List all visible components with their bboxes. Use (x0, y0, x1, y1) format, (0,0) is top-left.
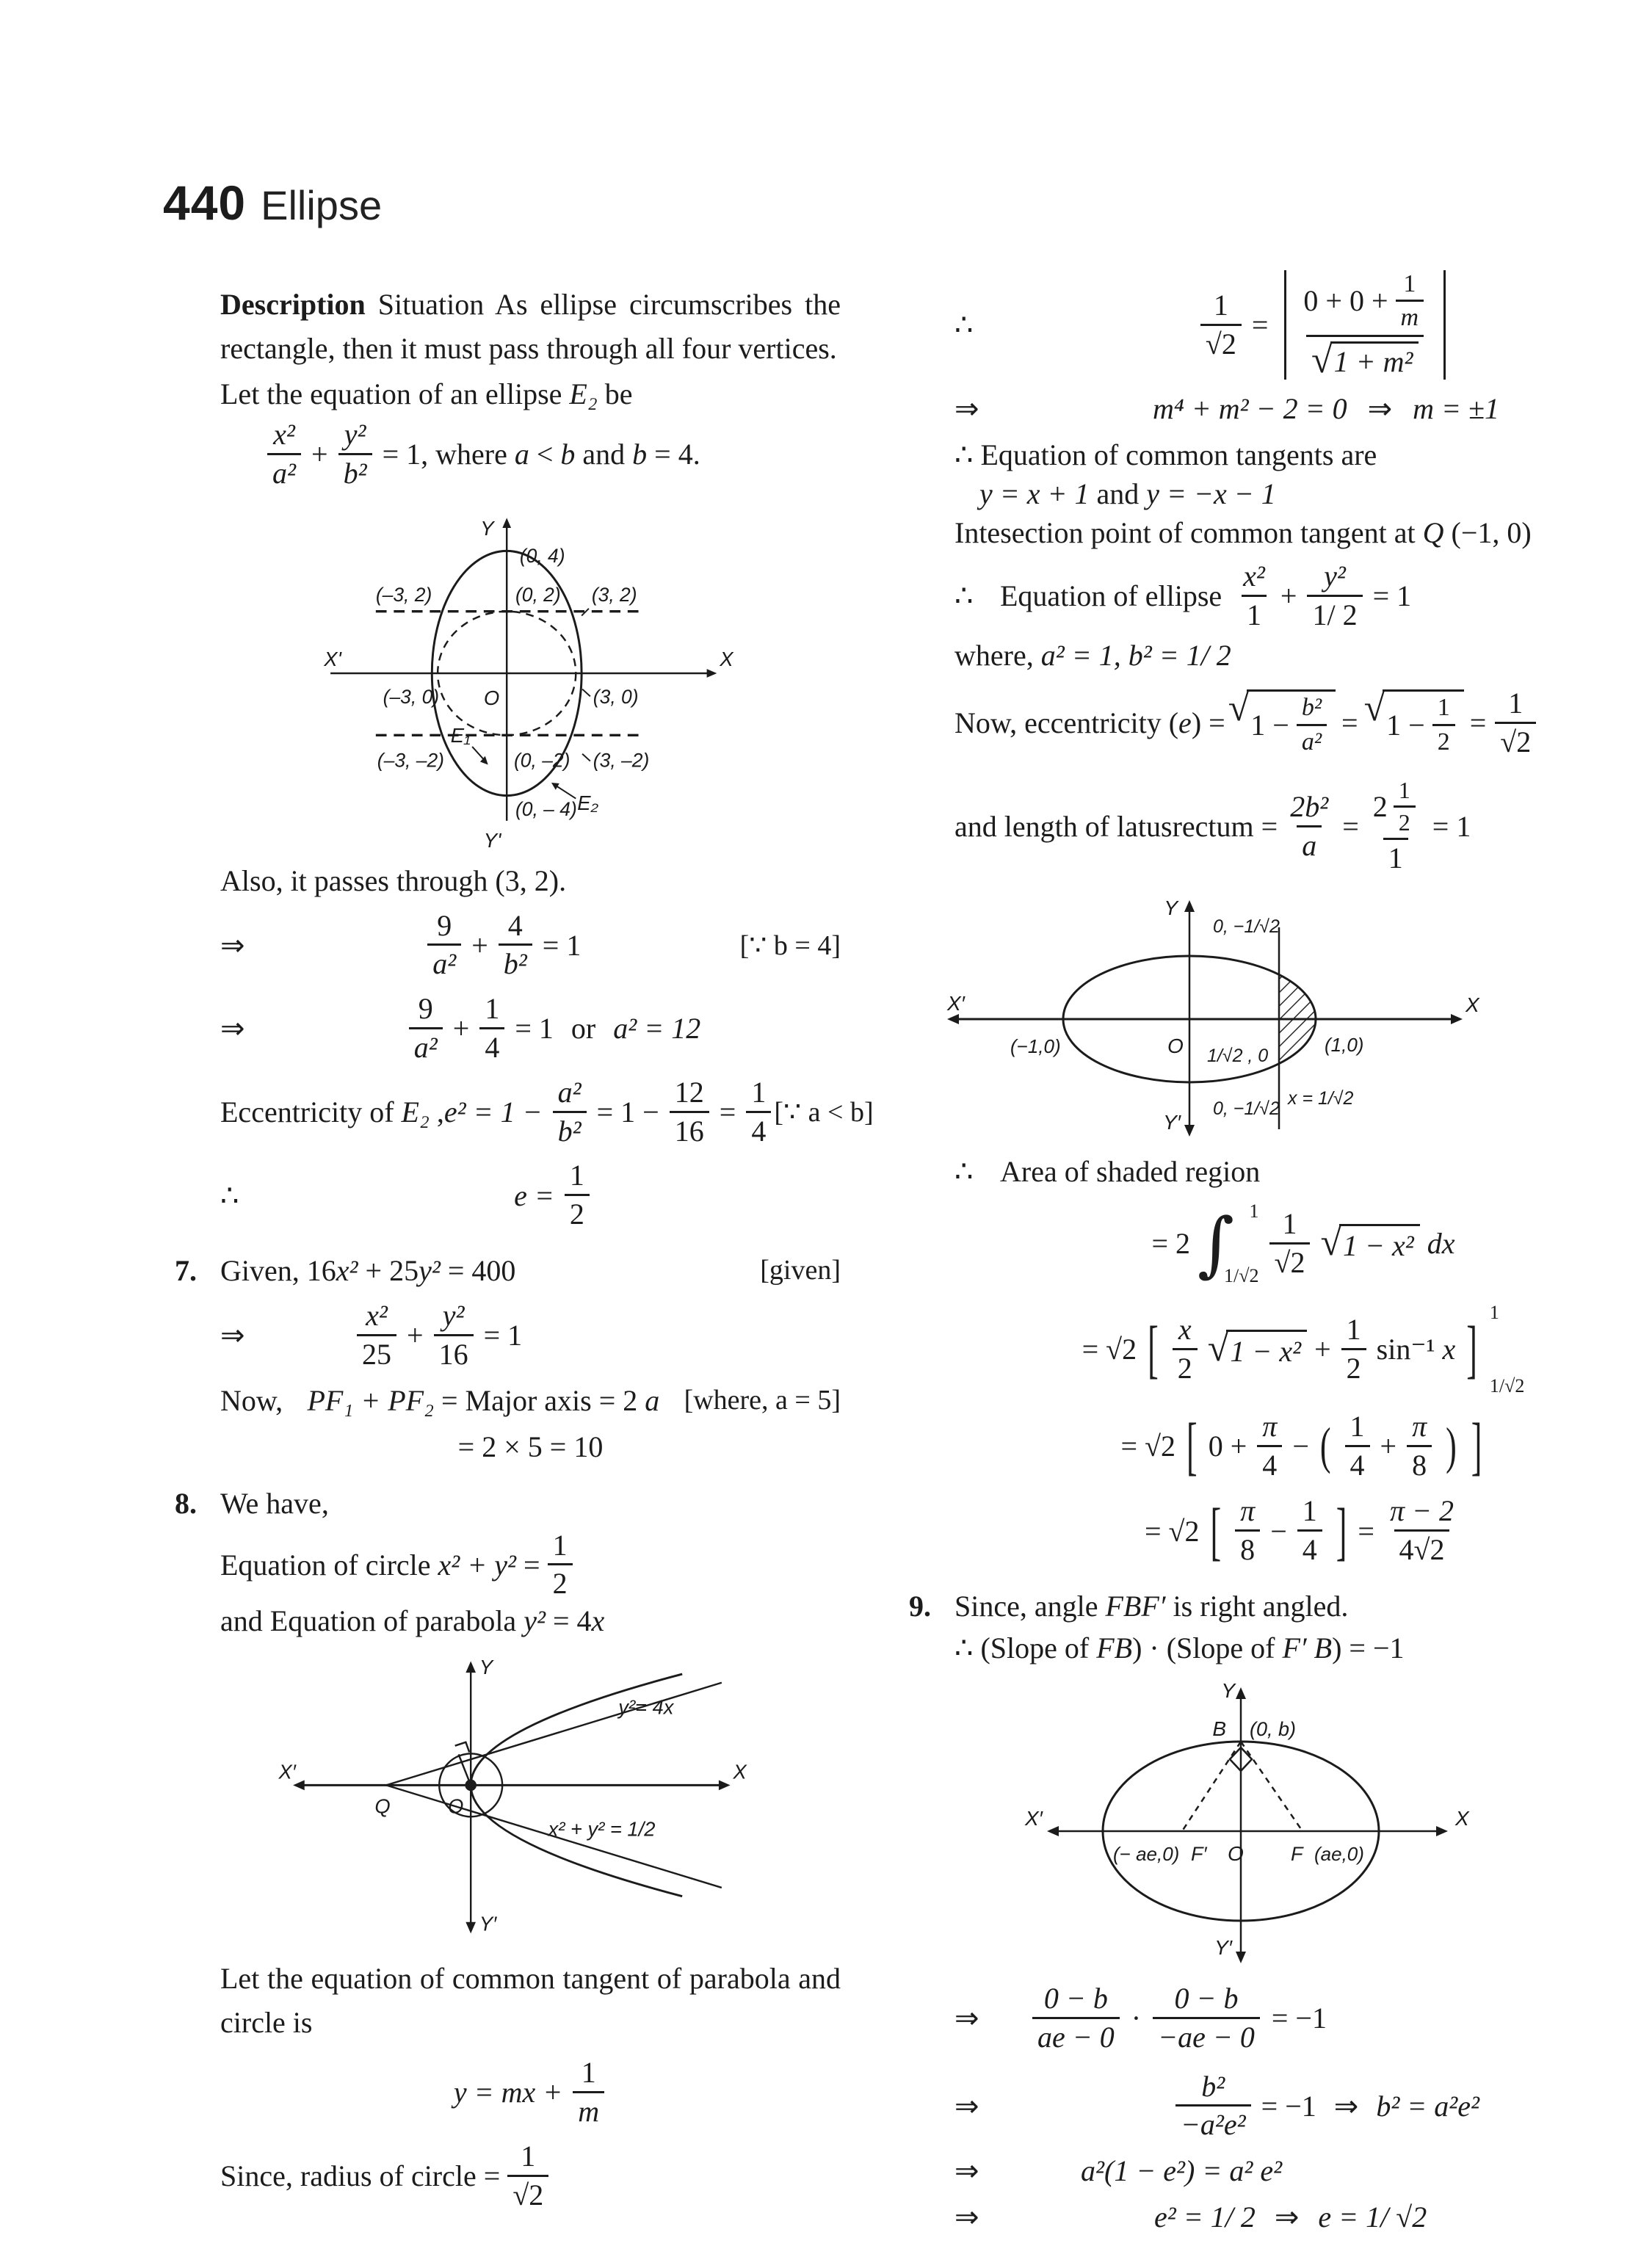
q-point-label: Q (374, 1794, 391, 1818)
circle-equation-row (220, 1529, 841, 1601)
point-3-2: (3, 2) (591, 583, 637, 606)
intersection-text: Intesection point of common tangent at Q (−1, 0) (954, 516, 1532, 550)
circle-label: x² + y² = 1/2 (548, 1817, 656, 1841)
ellipse-rectangle-diagram (286, 493, 742, 853)
fraction: $\frac{\text{x²}}{\text{a²}}$ (267, 419, 301, 490)
item-8 (175, 1486, 841, 1521)
x-axis-label: X (720, 647, 733, 670)
y-prime-label: Y′ (1163, 1110, 1181, 1134)
right-focus-label: F (1291, 1842, 1303, 1865)
item-number: 9. (909, 1589, 931, 1623)
side-note: [∵ b = 4] (739, 930, 841, 961)
y-prime-label: Y' (483, 828, 501, 852)
implies-symbol: ⇒ (220, 1319, 245, 1352)
e-result-row: ∴ e = $\frac{1}{2}$ (220, 1159, 841, 1231)
abs-value-row: ∴ $\frac{1}{√2}$ = 0 + 0 + $\frac{1}{m}$ √ 1 + m² (954, 270, 1652, 380)
right-column (909, 270, 1652, 2246)
side-note: [where, a = 5] (684, 1385, 841, 1416)
description-text: Situation As ellipse circumscribes the rectangle, then it must pass through all four vertices. (220, 288, 841, 365)
common-tangents-text: ∴ Equation of common tangents are (954, 438, 1377, 472)
therefore-symbol: ∴ (954, 1154, 974, 1188)
result-10-row: = 2 × 5 = 10 (457, 1430, 604, 1463)
point-0-4: (0, 4) (519, 544, 565, 567)
x-prime-label: X' (324, 647, 341, 670)
implies-symbol: ⇒ (220, 1012, 245, 1046)
eccentricity-label: Eccentricity of E₂ , (220, 1095, 444, 1129)
foci-ellipse-diagram (1006, 1676, 1476, 1969)
x-axis-label: X (1455, 1806, 1469, 1830)
point-m3-m2: (–3, –2) (377, 748, 444, 771)
parabola-circle-diagram (264, 1645, 749, 1946)
point-0-m2: (0, –2) (514, 748, 570, 771)
item-7 (175, 1253, 841, 1288)
given-equation: Given, 16x² + 25y² = 400 (220, 1253, 516, 1287)
page-number: 440 (163, 175, 247, 230)
latusrectum-pre: and length of latusrectum = (954, 810, 1278, 844)
parabola-label: y²= 4x (618, 1695, 674, 1719)
item-number: 7. (175, 1253, 197, 1287)
let-equation-line (220, 377, 841, 411)
description-label: Description (220, 288, 366, 321)
tangent-text: Let the equation of common tangent of parabola and circle is (220, 1962, 841, 2040)
description-paragraph (220, 283, 841, 371)
therefore-symbol: ∴ (954, 579, 974, 613)
implies-symbol: ⇒ (954, 2089, 979, 2123)
y-prime-label: Y′ (1214, 1935, 1232, 1959)
ellipse-e2-symbol: E₂ (569, 377, 598, 410)
therefore-symbol: ∴ (954, 308, 974, 342)
origin-label: O (1167, 1034, 1184, 1057)
let-text: Let the equation of an ellipse (220, 377, 570, 410)
b4-row: ⇒ e² = 1/ 2 ⇒ e = 1/ √2 (954, 2200, 1427, 2234)
x-axis-label: X (1466, 993, 1479, 1016)
point-m3-2: (–3, 2) (375, 583, 432, 606)
final-area-row: = √2 [ $\frac{\pi}{8}$ − $\frac{1}{4}$ ] = $\frac{\pi - 2}{4√2}$ (1144, 1494, 1454, 1568)
vertical-line-label: x = 1/√2 (1288, 1087, 1354, 1109)
standard-form-row: ⇒ $\frac{\text{x²}}{25}$ + $\frac{\text{y²}}{16}$ = 1 (220, 1298, 523, 1371)
circle-equation: Equation of circle x² + y² = $\frac{1}{2}$ (220, 1529, 576, 1601)
shaded-ellipse-diagram (925, 887, 1483, 1144)
tangent-equations: y = x + 1 and y = −x − 1 (979, 477, 1276, 511)
x-prime-label: X′ (947, 991, 965, 1015)
page-title: Ellipse (261, 182, 383, 228)
eccentricity-row: Eccentricity of E₂ , e² = 1 − $\frac{\text{a²}}{\text{b²}}$ = 1 − $\frac{12}{16}$ = $\frac{1}{4}$ [∵ a < b] (220, 1075, 874, 1148)
slope-fractions-row: ⇒ $\frac{0 - b}{ae - 0}$ · $\frac{0 - b}{-ae - 0}$ = −1 (954, 1981, 1327, 2054)
y-prime-label: Y′ (479, 1912, 497, 1935)
b-coords-label: (0, b) (1250, 1717, 1297, 1740)
x-prime-label: X′ (278, 1760, 296, 1783)
y-axis-label: Y (480, 516, 494, 540)
item-9 (909, 1589, 1652, 1623)
ellipse-e2-label: E₂ (577, 791, 599, 814)
implies-symbol: ⇒ (954, 2154, 979, 2188)
implies-symbol: ⇒ (954, 2002, 979, 2035)
equation-tail: = 1, where a < b and b = 4. (382, 438, 700, 471)
point-3-m2: (3, –2) (593, 748, 650, 771)
left-focus-label: F′ (1191, 1842, 1207, 1865)
left-vertex-label: (−1,0) (1010, 1035, 1061, 1057)
area-heading (954, 1154, 1652, 1189)
latusrectum-row: and length of latusrectum = $\frac{\text{2b²}}{a}$ = 2 $\frac{1}{2}$ 1 = 1 (954, 777, 1471, 874)
tangent-equation-row: y = mx + $\frac{1}{m}$ (220, 2057, 841, 2129)
item-number: 8. (175, 1486, 197, 1520)
left-focus-coords: (− ae,0) (1113, 1842, 1180, 1865)
point-m3-0: (–3, 0) (383, 685, 440, 708)
b3-row: ⇒ a²(1 − e²) = a² e² (954, 2154, 1283, 2188)
point-0-m4: (0, – 4) (515, 797, 577, 820)
eccentricity-pre: Now, eccentricity (e) = (954, 706, 1225, 740)
where-values: where, a² = 1, b² = 1/ 2 (954, 638, 1231, 672)
y-axis-label: Y (1164, 896, 1178, 919)
m-solution-row: ⇒ m⁴ + m² − 2 = 0 ⇒ m = ±1 (954, 392, 1499, 426)
point-0-2: (0, 2) (515, 583, 561, 606)
also-line: Also, it passes through (3, 2). (220, 863, 567, 897)
focal-sum-row: Now, PF₁ + PF₂ = Major axis = 2 a [where, a = 5] (220, 1383, 841, 1417)
right-vertex-label: (1,0) (1325, 1033, 1364, 1056)
eccentricity-calc-row: Now, eccentricity (e) = √ 1 − $\frac{\text{b²}}{\text{a²}}$ = √ 1 − $\frac{1}{2}$ = $\frac{1}{√2}$ (954, 687, 1652, 759)
equation-row-2: ⇒ $\frac{9}{\text{a²}}$ + $\frac{1}{4}$ = 1 or a² = 12 (220, 992, 701, 1064)
bottom-point-label: 0, −1/√2 (1213, 1098, 1280, 1119)
side-note: [given] (760, 1255, 841, 1286)
ellipse-equation (220, 419, 841, 490)
fraction: $\frac{\text{y²}}{\text{b²}}$ (338, 419, 372, 490)
top-point-label: 0, −1/√2 (1213, 916, 1280, 937)
ellipse-equation-row: ∴ Equation of ellipse $\frac{\text{x²}}{1}$ + $\frac{\text{y²}}{1/ 2}$ = 1 (954, 559, 1412, 631)
radius-row: Since, radius of circle = $\frac{1}{√2}$ (220, 2140, 841, 2212)
slope-product-line: ∴ (Slope of FB) · (Slope of F′ B) = −1 (954, 1631, 1405, 1664)
origin-label: O (483, 686, 500, 709)
focus-label: 1/√2 , 0 (1207, 1045, 1269, 1066)
y-axis-label: Y (479, 1656, 493, 1679)
therefore-symbol: ∴ (220, 1178, 239, 1212)
parabola-equation: and Equation of parabola y² = 4x (220, 1604, 605, 1638)
left-column (175, 283, 874, 2223)
point-3-0: (3, 0) (593, 685, 639, 708)
evaluated-row: = √2 [ 0 + $\frac{\pi}{4}$ − ( $\frac{1}{4}$ + $\frac{\pi}{8}$ ) ] (1120, 1409, 1482, 1482)
ellipse-e1-label: E₁ (450, 723, 471, 747)
we-have-text: We have, (220, 1486, 329, 1520)
let-text-end: be (597, 377, 633, 410)
item-9-text: Since, angle FBF′ is right angled. (954, 1589, 1349, 1623)
side-note: [∵ a < b] (774, 1097, 874, 1129)
plus-sign: + (311, 438, 328, 471)
implies-symbol: ⇒ (954, 2200, 979, 2234)
y-axis-label: Y (1221, 1678, 1235, 1702)
x-axis-label: X (733, 1760, 747, 1783)
x-prime-label: X′ (1025, 1806, 1043, 1830)
implies-symbol: ⇒ (220, 928, 245, 962)
b-point-label: B (1212, 1717, 1226, 1740)
area-heading-text: Area of shaded region (1000, 1154, 1261, 1188)
b2-row: ⇒ $\frac{\text{b²}}{\text{−a²e²}}$ = −1 ⇒ b² = a²e² (954, 2069, 1480, 2142)
origin-label: O (447, 1794, 464, 1818)
antiderivative-row: = √2 [ $\frac{x}{2}$ √ 1 − x² + $\frac{1}{2}$ sin⁻¹ x ] 1 1/√2 (1082, 1301, 1525, 1396)
origin-label: O (1228, 1841, 1244, 1865)
right-focus-coords: (ae,0) (1314, 1842, 1364, 1865)
radius-text: Since, radius of circle = (220, 2159, 501, 2193)
page-header (163, 175, 382, 231)
implies-symbol: ⇒ (954, 392, 979, 426)
integral-row: = 2 ∫ 1 1/√2 $\frac{1}{√2}$ √ 1 − x² dx (1151, 1200, 1455, 1286)
equation-row-1: ⇒ $\frac{9}{\text{a²}}$ + $\frac{4}{\text{b²}}$ = 1 [∵ b = 4] (220, 908, 841, 981)
